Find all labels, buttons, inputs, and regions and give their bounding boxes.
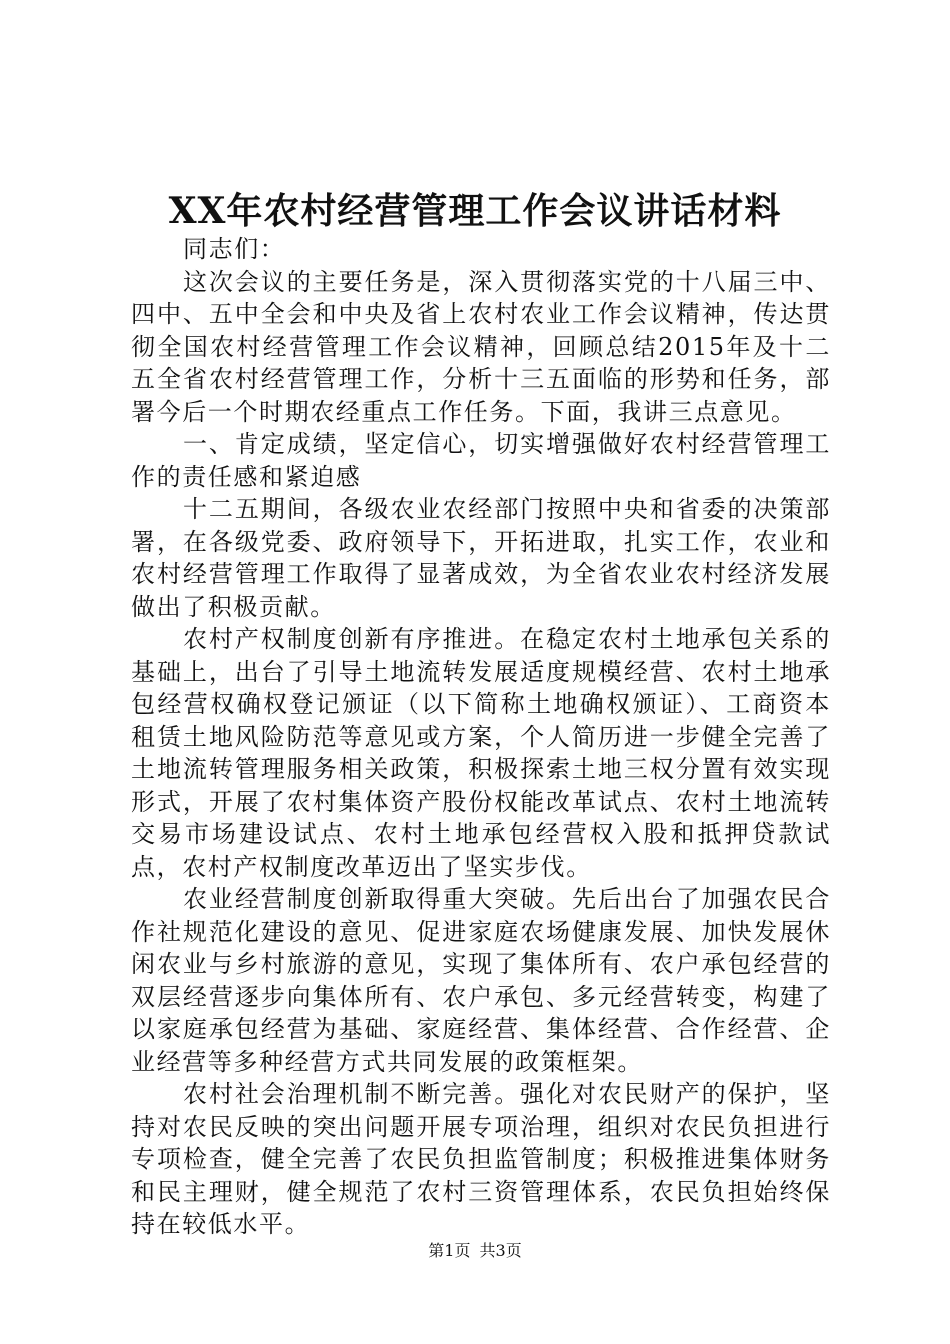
salutation: 同志们： xyxy=(183,235,286,263)
document-body xyxy=(131,233,831,1241)
paragraph-management-system: 农业经营制度创新取得重大突破。先后出台了加强农民合作社规范化建设的意见、促进家庭农场健康发展、加快发展休闲农业与乡村旅游的意见，实现了集体所有、农户承包经营的双层经营逐步向集体所有、农户承包、多元经营转变，构建了以家庭承包经营为基础、家庭经营、集体经营、合作经营、企业经营等多种经营方式共同发展的政策框架。 xyxy=(131,885,831,1076)
page-number: 第1页 xyxy=(428,1241,471,1260)
document-title: XX年农村经营管理工作会议讲话材料 xyxy=(168,190,782,232)
paragraph-social-governance: 农村社会治理机制不断完善。强化对农民财产的保护，坚持对农民反映的突出问题开展专项治理，组织对农民负担进行专项检查，健全完善了农民负担监管制度；积极推进集体财务和民主理财，健全规范了农村三资管理体系，农民负担始终保持在较低水平。 xyxy=(131,1080,831,1238)
section-heading: 一、肯定成绩，坚定信心，切实增强做好农村经营管理工作的责任感和紧迫感 xyxy=(131,430,831,491)
paragraph-property-rights: 农村产权制度创新有序推进。在稳定农村土地承包关系的基础上，出台了引导土地流转发展适度规模经营、农村土地承包经营权确权登记颁证（以下简称土地确权颁证）、工商资本租赁土地风险防范等意见或方案，个人简历进一步健全完善了土地流转管理服务相关政策，积极探索土地三权分置有效实现形式，开展了农村集体资产股份权能改革试点、农村土地流转交易市场建设试点、农村土地承包经营权入股和抵押贷款试点，农村产权制度改革迈出了坚实步伐。 xyxy=(131,625,831,881)
page-footer xyxy=(0,1239,950,1263)
page-total: 共3页 xyxy=(479,1241,522,1260)
paragraph-intro: 这次会议的主要任务是，深入贯彻落实党的十八届三中、四中、五中全会和中央及省上农村农业工作会议精神，传达贯彻全国农村经营管理工作会议精神，回顾总结2015年及十二五全省农村经营管理工作，分析十三五面临的形势和任务，部署今后一个时期农经重点工作任务。下面，我讲三点意见。 xyxy=(131,267,831,426)
paragraph-achievements: 十二五期间，各级农业农经部门按照中央和省委的决策部署，在各级党委、政府领导下，开拓进取，扎实工作，农业和农村经营管理工作取得了显著成效，为全省农业农村经济发展做出了积极贡献。 xyxy=(131,495,831,621)
